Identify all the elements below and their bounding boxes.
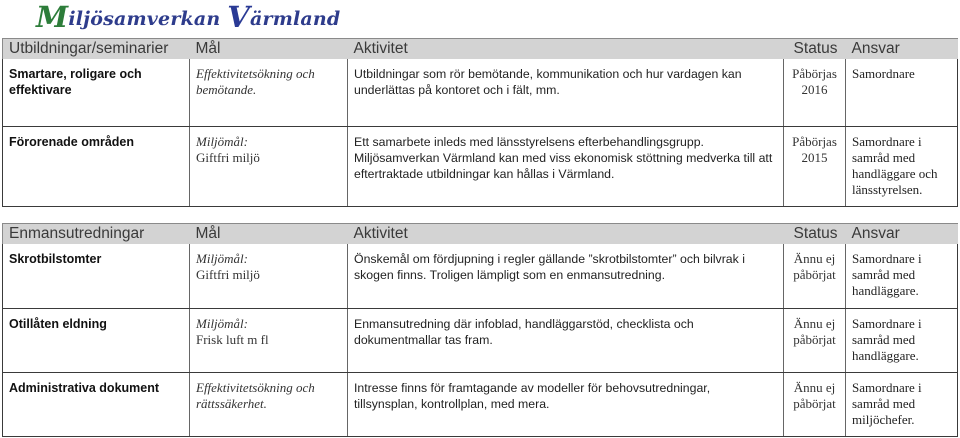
goal-value: Frisk luft m fl (196, 331, 269, 347)
column-header-goal: Mål (190, 224, 348, 245)
table-row (3, 244, 958, 308)
row-title: Förorenade områden (3, 126, 190, 206)
goal-label: Miljömål: (196, 133, 248, 149)
logo (36, 0, 341, 34)
row-title: Administrativa dokument (3, 372, 190, 436)
row-status: Ännu ej påbörjat (784, 244, 846, 308)
table-header (3, 39, 958, 60)
row-title: Smartare, roligare och effektivare (3, 59, 190, 126)
row-title: Otillåten eldning (3, 308, 190, 372)
row-responsible: Samordnare i samråd med handläggare. (846, 308, 958, 372)
row-responsible: Samordnare i samråd med handläggare och länsstyrelsen. (846, 126, 958, 206)
row-status: Påbörjas 2015 (784, 126, 846, 206)
row-activity: Önskemål om fördjupning i regler gällande ”skrotbilstomter” och bilvrak i skogen finns. Troligen lämpligt som en enmansutredning. (348, 244, 784, 308)
column-header-status: Status (784, 224, 846, 245)
table-header (3, 224, 958, 245)
logo-cap-v: V (227, 0, 250, 34)
training-table (2, 38, 958, 207)
column-header-status: Status (784, 39, 846, 60)
goal-label: Miljömål: (196, 315, 248, 331)
row-activity: Utbildningar som rör bemötande, kommunikation och hur vardagen kan underlättas på kontoret och i fält, mm. (348, 59, 784, 126)
row-goal (190, 244, 348, 308)
column-header-topic: Utbildningar/seminarier (3, 39, 190, 60)
goal-label: Effektivitetsökning och rättssäkerhet. (196, 379, 315, 411)
logo-text-2: ärmland (249, 8, 341, 30)
row-activity: Ett samarbete inleds med länsstyrelsens efterbehandlingsgrupp. Miljösamverkan Värmland kan med viss ekonomisk stöttning medverka till att eftertraktade utbildningar kan hållas i Värmland. (348, 126, 784, 206)
column-header-topic: Enmansutredningar (3, 224, 190, 245)
table-row (3, 372, 958, 436)
column-header-responsible: Ansvar (846, 39, 958, 60)
column-header-activity: Aktivitet (348, 224, 784, 245)
logo-cap-m: M (36, 0, 69, 34)
goal-label: Effektivitetsökning och bemötande. (196, 66, 315, 97)
row-responsible: Samordnare i samråd med miljöchefer. (846, 372, 958, 436)
row-status: Påbörjas 2016 (784, 59, 846, 126)
row-responsible: Samordnare (846, 59, 958, 126)
goal-value: Giftfri miljö (196, 267, 260, 282)
table-row (3, 308, 958, 372)
column-header-goal: Mål (190, 39, 348, 60)
row-title: Skrotbilstomter (3, 244, 190, 308)
row-goal (190, 59, 348, 126)
logo-text-1: iljösamverkan (68, 8, 228, 30)
table-row (3, 126, 958, 206)
row-goal (190, 126, 348, 206)
goal-value: Giftfri miljö (196, 149, 260, 165)
row-status: Ännu ej påbörjat (784, 372, 846, 436)
row-status: Ännu ej påbörjat (784, 308, 846, 372)
column-header-activity: Aktivitet (348, 39, 784, 60)
table-row (3, 59, 958, 126)
row-goal (190, 372, 348, 436)
row-activity: Intresse finns för framtagande av modeller för behovsutredningar, tillsynsplan, kontrollplan, med mera. (348, 372, 784, 436)
column-header-responsible: Ansvar (846, 224, 958, 245)
goal-label: Miljömål: (196, 251, 248, 266)
row-activity: Enmansutredning där infoblad, handläggarstöd, checklista och dokumentmallar tas fram. (348, 308, 784, 372)
row-goal (190, 308, 348, 372)
investigations-table (2, 223, 958, 437)
row-responsible: Samordnare i samråd med handläggare. (846, 244, 958, 308)
